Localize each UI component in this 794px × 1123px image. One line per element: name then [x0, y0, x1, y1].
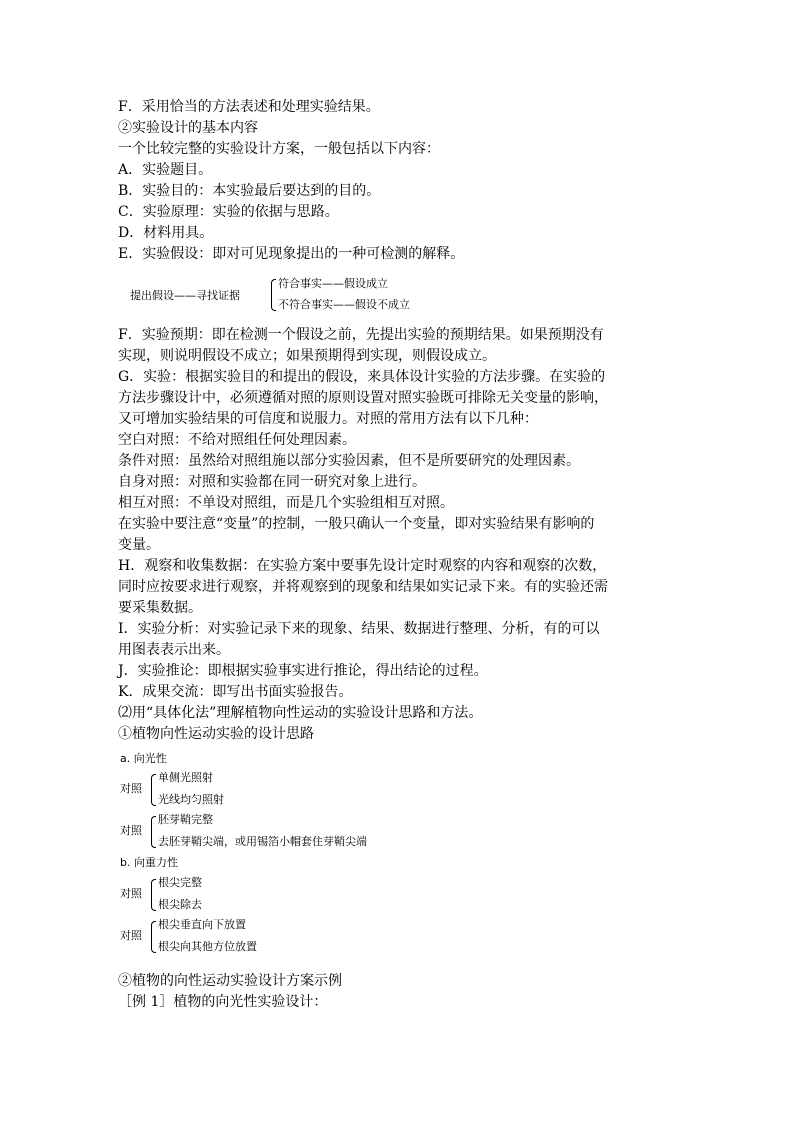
text-line: 同时应按要求进行观察，并将观察到的现象和结果如实记录下来。有的实验还需 — [118, 579, 608, 595]
text-line: G．实验：根据实验目的和提出的假设，来具体设计实验的方法步骤。在实验的 — [118, 369, 606, 385]
text-line: ⑵用“具体化法”理解植物向性运动的实验设计思路和方法。 — [118, 705, 483, 721]
hypothesis-bottom-branch: 不符合事实——假设不成立 — [278, 298, 410, 311]
text-line: 相互对照：不单设对照组，而是几个实验组相互对照。 — [118, 495, 454, 511]
brace — [151, 774, 156, 806]
text-line: ②植物的向性运动实验设计方案示例 — [118, 973, 342, 989]
control-option: 根尖向其他方位放置 — [158, 940, 257, 953]
text-line: ①植物向性运动实验的设计思路 — [118, 726, 314, 742]
text-line: D．材料用具。 — [118, 225, 214, 241]
text-line: 变量。 — [118, 537, 160, 553]
text-line: 用图表表示出来。 — [118, 642, 230, 658]
control-option: 单侧光照射 — [158, 771, 213, 784]
text-line: K．成果交流：即写出书面实验报告。 — [118, 684, 353, 700]
text-line: I．实验分析：对实验记录下来的现象、结果、数据进行整理、分析，有的可以 — [118, 621, 600, 637]
phototropism-title: a. 向光性 — [120, 752, 167, 765]
text-line: 要采集数据。 — [118, 600, 202, 616]
text-line: C．实验原理：实验的依据与思路。 — [118, 204, 339, 220]
brace — [151, 816, 156, 848]
hypothesis-left-label: 提出假设——寻找证据 — [130, 289, 240, 302]
control-label: 对照 — [120, 887, 142, 900]
text-line: ［例 1］植物的向光性实验设计： — [118, 994, 328, 1010]
text-line: 空白对照：不给对照组任何处理因素。 — [118, 432, 356, 448]
text-line: F．实验预期：即在检测一个假设之前，先提出实验的预期结果。如果预期没有 — [118, 327, 604, 343]
brace — [271, 279, 276, 311]
text-line: 方法步骤设计中，必须遵循对照的原则设置对照实验既可排除无关变量的影响， — [118, 390, 608, 406]
text-line: H．观察和收集数据：在实验方案中要事先设计定时观察的内容和观察的次数， — [118, 558, 607, 574]
text-line: 又可增加实验结果的可信度和说服力。对照的常用方法有以下几种： — [118, 411, 538, 427]
control-option: 去胚芽鞘尖端，或用锡箔小帽套住芽鞘尖端 — [158, 835, 367, 848]
text-line: 在实验中要注意“变量”的控制，一般只确认一个变量，即对实验结果有影响的 — [118, 516, 595, 532]
text-line: B．实验目的：本实验最后要达到的目的。 — [118, 183, 381, 199]
text-line: 实现，则说明假设不成立；如果预期得到实现，则假设成立。 — [118, 348, 496, 364]
text-line: E．实验假设：即对可见现象提出的一种可检测的解释。 — [118, 246, 465, 262]
control-label: 对照 — [120, 929, 142, 942]
gravitropism-title: b. 向重力性 — [120, 856, 178, 869]
brace — [151, 879, 156, 911]
control-option: 根尖垂直向下放置 — [158, 918, 246, 931]
control-option: 胚芽鞘完整 — [158, 813, 213, 826]
text-line: 条件对照：虽然给对照组施以部分实验因素，但不是所要研究的处理因素。 — [118, 453, 580, 469]
text-line: J．实验推论：即根据实验事实进行推论，得出结论的过程。 — [118, 663, 488, 679]
control-label: 对照 — [120, 824, 142, 837]
text-line: F．采用恰当的方法表述和处理实验结果。 — [118, 99, 380, 115]
control-option: 根尖完整 — [158, 876, 202, 889]
control-option: 根尖除去 — [158, 898, 202, 911]
control-label: 对照 — [120, 782, 142, 795]
text-line: 自身对照：对照和实验都在同一研究对象上进行。 — [118, 474, 426, 490]
text-line: ②实验设计的基本内容 — [118, 120, 258, 136]
text-line: 一个比较完整的实验设计方案，一般包括以下内容： — [118, 141, 440, 157]
text-line: A．实验题目。 — [118, 162, 213, 178]
hypothesis-top-branch: 符合事实——假设成立 — [278, 277, 388, 290]
control-option: 光线均匀照射 — [158, 793, 224, 806]
brace — [151, 921, 156, 953]
